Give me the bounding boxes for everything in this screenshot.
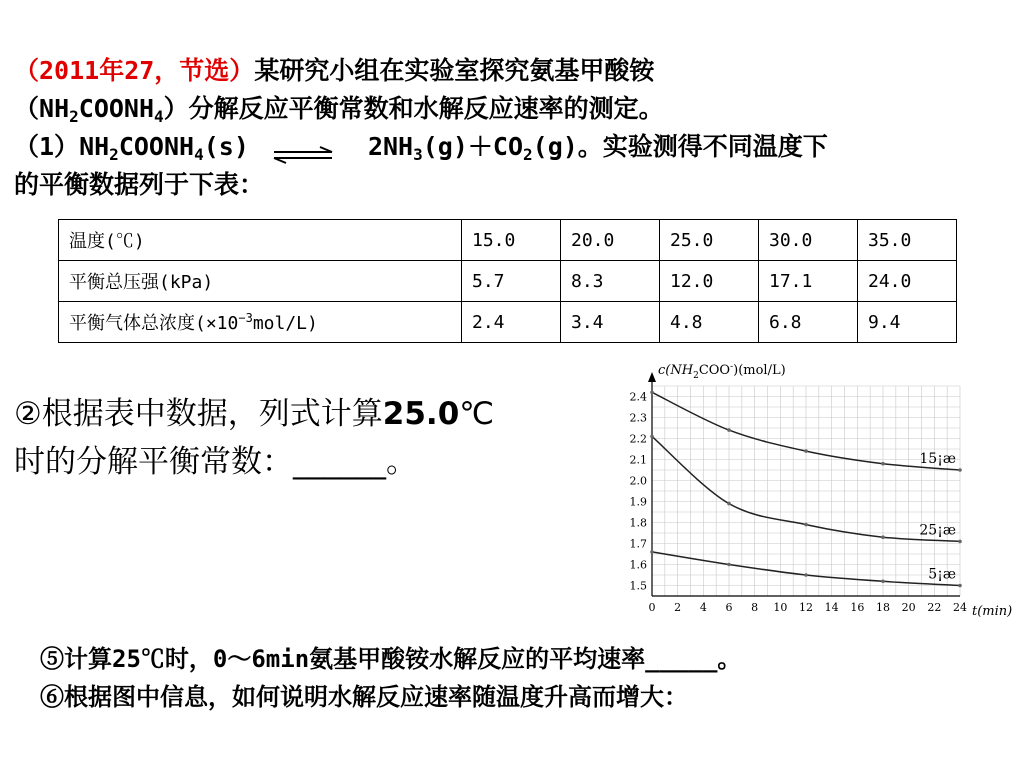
question-1-label: （1） bbox=[14, 132, 80, 161]
x-tick-label: 2 bbox=[674, 601, 682, 614]
series-label: 25¡æ bbox=[919, 522, 956, 539]
product-part: 2NH bbox=[367, 132, 414, 161]
question-2-text: ②根据表中数据，列式计算 bbox=[14, 396, 383, 432]
temperature-value: 25.0 bbox=[382, 396, 460, 432]
table-cell: 2.4 bbox=[462, 302, 561, 343]
table-cell: 5.7 bbox=[462, 261, 561, 302]
formula-part: NH bbox=[39, 94, 70, 123]
table-cell: 25.0 bbox=[660, 220, 759, 261]
x-tick-labels bbox=[649, 601, 968, 614]
formula-subscript: 2 bbox=[69, 107, 79, 126]
reaction-equation bbox=[14, 128, 1014, 166]
data-point bbox=[958, 584, 962, 588]
table-cell: 35.0 bbox=[858, 220, 957, 261]
data-point bbox=[804, 573, 808, 577]
product-state: (g) bbox=[532, 132, 578, 161]
table-cell: 20.0 bbox=[561, 220, 660, 261]
chart-grid bbox=[652, 386, 960, 596]
question-2-line-1 bbox=[14, 390, 604, 438]
table-row bbox=[59, 302, 957, 343]
equilibrium-arrow-icon bbox=[264, 138, 368, 158]
x-tick-label: 18 bbox=[876, 601, 890, 614]
table-cell: 3.4 bbox=[561, 302, 660, 343]
x-tick-label: 10 bbox=[773, 601, 788, 614]
table-cell: 17.1 bbox=[759, 261, 858, 302]
y-tick-label: 2.1 bbox=[629, 453, 647, 467]
y-tick-labels bbox=[630, 391, 648, 593]
paren-open: （ bbox=[14, 94, 40, 123]
table-row bbox=[59, 220, 957, 261]
table-cell: 15.0 bbox=[462, 220, 561, 261]
y-tick-label: 1.5 bbox=[629, 579, 647, 593]
x-axis-label: t(min) bbox=[972, 604, 1013, 619]
data-point bbox=[727, 428, 731, 432]
reactant-subscript: 4 bbox=[194, 145, 204, 164]
y-tick-label: 2.0 bbox=[629, 474, 647, 488]
x-tick-label: 24 bbox=[953, 601, 967, 614]
data-point bbox=[804, 449, 808, 453]
x-tick-label: 14 bbox=[824, 601, 839, 614]
temperature-unit: ℃ bbox=[459, 396, 495, 432]
x-tick-label: 8 bbox=[751, 601, 759, 614]
x-tick-label: 6 bbox=[725, 601, 733, 614]
reactant-state: (s) bbox=[203, 132, 249, 161]
table-cell: 9.4 bbox=[858, 302, 957, 343]
y-tick-label: 2.3 bbox=[629, 411, 647, 425]
table-cell: 4.8 bbox=[660, 302, 759, 343]
question-2-line-2: 时的分解平衡常数：______。 bbox=[14, 444, 417, 480]
y-tick-label: 2.2 bbox=[629, 432, 647, 446]
question-5-6 bbox=[40, 640, 1020, 716]
table-cell: 30.0 bbox=[759, 220, 858, 261]
question-2 bbox=[14, 390, 604, 486]
data-point bbox=[804, 523, 808, 527]
y-tick-label: 1.6 bbox=[629, 558, 647, 572]
x-tick-label: 12 bbox=[799, 601, 813, 614]
row-header: 平衡总压强(kPa) bbox=[59, 261, 462, 302]
intro-line-4: 的平衡数据列于下表： bbox=[14, 170, 265, 199]
intro-line-2 bbox=[14, 90, 1014, 128]
equilibrium-data-table bbox=[58, 219, 957, 343]
intro-line-1 bbox=[14, 52, 1014, 90]
formula-part: COONH bbox=[78, 94, 155, 123]
data-point bbox=[881, 580, 885, 584]
reactant-part: NH bbox=[79, 132, 110, 161]
data-point bbox=[727, 563, 731, 567]
formula-subscript: 4 bbox=[154, 107, 164, 126]
data-point bbox=[727, 502, 731, 506]
reactant-part: COONH bbox=[118, 132, 195, 161]
table-cell: 24.0 bbox=[858, 261, 957, 302]
y-tick-label: 2.4 bbox=[629, 390, 647, 404]
x-tick-label: 22 bbox=[927, 601, 942, 614]
data-point bbox=[650, 435, 654, 439]
table-cell: 6.8 bbox=[759, 302, 858, 343]
question-5: ⑤计算25℃时，0～6min氨基甲酸铵水解反应的平均速率_____。 bbox=[40, 645, 742, 673]
data-point bbox=[958, 540, 962, 544]
row-header: 温度(℃) bbox=[59, 220, 462, 261]
x-tick-label: 0 bbox=[648, 601, 656, 614]
reactant-subscript: 2 bbox=[109, 145, 119, 164]
product-subscript: 3 bbox=[413, 145, 423, 164]
y-axis-arrow bbox=[648, 372, 656, 382]
product-part: (g)＋CO bbox=[422, 132, 523, 161]
series-label: 5¡æ bbox=[928, 566, 956, 583]
question-6: ⑥根据图中信息，如何说明水解反应速率随温度升高而增大： bbox=[40, 683, 688, 711]
data-point bbox=[881, 535, 885, 539]
source-label: （2011年27，节选） bbox=[14, 56, 255, 85]
x-tick-label: 20 bbox=[901, 601, 916, 614]
data-point bbox=[881, 462, 885, 466]
x-tick-label: 16 bbox=[850, 601, 865, 614]
chart-axes bbox=[648, 372, 960, 596]
concentration-chart bbox=[600, 356, 1020, 620]
row-header bbox=[59, 302, 462, 343]
y-axis-label: $c(NH_2COO^-)(mol/L)$ bbox=[658, 362, 786, 381]
table-cell: 8.3 bbox=[561, 261, 660, 302]
y-tick-label: 1.9 bbox=[629, 495, 647, 509]
data-point bbox=[650, 391, 654, 395]
y-tick-label: 1.7 bbox=[629, 537, 647, 551]
problem-intro bbox=[14, 52, 1014, 204]
table-row bbox=[59, 261, 957, 302]
x-tick-label: 4 bbox=[699, 601, 707, 614]
intro-text-2: ）分解反应平衡常数和水解反应速率的测定。 bbox=[163, 94, 664, 123]
intro-text-1: 某研究小组在实验室探究氨基甲酸铵 bbox=[254, 56, 655, 85]
intro-text-3: 。实验测得不同温度下 bbox=[577, 132, 828, 161]
product-subscript: 2 bbox=[523, 145, 533, 164]
table-cell: 12.0 bbox=[660, 261, 759, 302]
row-header-part: mol/L) bbox=[252, 313, 318, 334]
row-header-exponent: −3 bbox=[238, 311, 253, 325]
data-point bbox=[958, 468, 962, 472]
data-point bbox=[650, 550, 654, 554]
row-header-part: 平衡气体总浓度(×10 bbox=[69, 313, 239, 334]
y-tick-label: 1.8 bbox=[629, 516, 647, 530]
series-label: 15¡æ bbox=[919, 451, 956, 467]
